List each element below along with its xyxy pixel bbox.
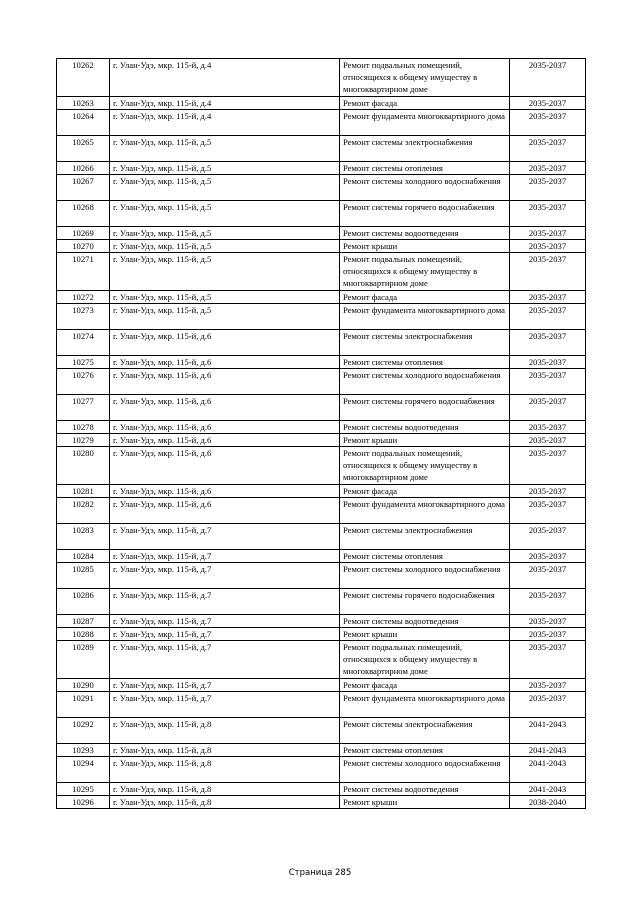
row-number: 10272 [57,291,110,304]
period-cell: 2035-2037 [510,110,586,136]
period-cell: 2035-2037 [510,641,586,679]
row-number: 10274 [57,330,110,356]
row-number: 10283 [57,524,110,550]
row-number: 10290 [57,679,110,692]
address-cell: г. Улан-Удэ, мкр. 115-й, д.7 [110,589,340,615]
address-cell: г. Улан-Удэ, мкр. 115-й, д.6 [110,485,340,498]
address-cell: г. Улан-Удэ, мкр. 115-й, д.4 [110,110,340,136]
period-cell: 2035-2037 [510,563,586,589]
period-cell: 2035-2037 [510,304,586,330]
work-type-cell: Ремонт системы холодного водоснабжения [340,563,510,589]
address-cell: г. Улан-Удэ, мкр. 115-й, д.8 [110,718,340,744]
work-type-cell: Ремонт системы горячего водоснабжения [340,395,510,421]
table-row [57,240,586,253]
table-row [57,395,586,421]
period-cell: 2035-2037 [510,240,586,253]
table-body [57,59,586,809]
work-type-cell: Ремонт системы отопления [340,356,510,369]
row-number: 10268 [57,201,110,227]
address-cell: г. Улан-Удэ, мкр. 115-й, д.8 [110,783,340,796]
table-row [57,524,586,550]
row-number: 10288 [57,628,110,641]
period-cell: 2038-2040 [510,796,586,809]
row-number: 10295 [57,783,110,796]
period-cell: 2035-2037 [510,162,586,175]
address-cell: г. Улан-Удэ, мкр. 115-й, д.7 [110,615,340,628]
table-row [57,485,586,498]
row-number: 10292 [57,718,110,744]
page-number: Страница 285 [288,868,352,878]
address-cell: г. Улан-Удэ, мкр. 115-й, д.5 [110,240,340,253]
table-row [57,136,586,162]
address-cell: г. Улан-Удэ, мкр. 115-й, д.5 [110,201,340,227]
table-row [57,589,586,615]
period-cell: 2041-2043 [510,783,586,796]
table-row [57,356,586,369]
row-number: 10294 [57,757,110,783]
table-row [57,97,586,110]
table-row [57,330,586,356]
work-type-cell: Ремонт системы водоотведения [340,615,510,628]
address-cell: г. Улан-Удэ, мкр. 115-й, д.6 [110,369,340,395]
work-type-cell: Ремонт крыши [340,434,510,447]
work-type-cell: Ремонт системы водоотведения [340,227,510,240]
table-row [57,291,586,304]
table-row [57,201,586,227]
work-type-cell: Ремонт крыши [340,628,510,641]
period-cell: 2035-2037 [510,628,586,641]
row-number: 10278 [57,421,110,434]
period-cell: 2041-2043 [510,757,586,783]
work-type-cell: Ремонт системы электроснабжения [340,330,510,356]
table-row [57,421,586,434]
work-type-cell: Ремонт крыши [340,240,510,253]
table-row [57,641,586,679]
row-number: 10263 [57,97,110,110]
period-cell: 2035-2037 [510,421,586,434]
table-row [57,447,586,485]
row-number: 10265 [57,136,110,162]
table-row [57,175,586,201]
period-cell: 2035-2037 [510,395,586,421]
work-type-cell: Ремонт подвальных помещений, относящихся к общему имуществу в многоквартирном доме [340,447,510,485]
table-row [57,162,586,175]
work-type-cell: Ремонт системы отопления [340,162,510,175]
capital-repair-table [56,58,586,809]
period-cell: 2035-2037 [510,253,586,291]
work-type-cell: Ремонт системы отопления [340,744,510,757]
row-number: 10267 [57,175,110,201]
work-type-cell: Ремонт системы горячего водоснабжения [340,589,510,615]
work-type-cell: Ремонт системы электроснабжения [340,718,510,744]
period-cell: 2035-2037 [510,485,586,498]
period-cell: 2035-2037 [510,59,586,97]
row-number: 10275 [57,356,110,369]
work-type-cell: Ремонт подвальных помещений, относящихся к общему имуществу в многоквартирном доме [340,59,510,97]
address-cell: г. Улан-Удэ, мкр. 115-й, д.7 [110,641,340,679]
row-number: 10284 [57,550,110,563]
period-cell: 2035-2037 [510,498,586,524]
row-number: 10276 [57,369,110,395]
row-number: 10286 [57,589,110,615]
work-type-cell: Ремонт фасада [340,485,510,498]
work-type-cell: Ремонт системы водоотведения [340,421,510,434]
period-cell: 2035-2037 [510,434,586,447]
address-cell: г. Улан-Удэ, мкр. 115-й, д.8 [110,744,340,757]
table-row [57,227,586,240]
table-row [57,563,586,589]
work-type-cell: Ремонт системы горячего водоснабжения [340,201,510,227]
work-type-cell: Ремонт системы холодного водоснабжения [340,175,510,201]
address-cell: г. Улан-Удэ, мкр. 115-й, д.7 [110,563,340,589]
work-type-cell: Ремонт системы электроснабжения [340,136,510,162]
work-type-cell: Ремонт подвальных помещений, относящихся к общему имуществу в многоквартирном доме [340,253,510,291]
period-cell: 2035-2037 [510,524,586,550]
period-cell: 2035-2037 [510,97,586,110]
address-cell: г. Улан-Удэ, мкр. 115-й, д.6 [110,421,340,434]
table-row [57,718,586,744]
row-number: 10270 [57,240,110,253]
period-cell: 2035-2037 [510,175,586,201]
work-type-cell: Ремонт системы электроснабжения [340,524,510,550]
work-type-cell: Ремонт крыши [340,796,510,809]
address-cell: г. Улан-Удэ, мкр. 115-й, д.4 [110,59,340,97]
row-number: 10296 [57,796,110,809]
row-number: 10289 [57,641,110,679]
work-type-cell: Ремонт фундамента многоквартирного дома [340,110,510,136]
address-cell: г. Улан-Удэ, мкр. 115-й, д.5 [110,162,340,175]
row-number: 10279 [57,434,110,447]
work-type-cell: Ремонт фасада [340,679,510,692]
table-row [57,692,586,718]
address-cell: г. Улан-Удэ, мкр. 115-й, д.7 [110,550,340,563]
period-cell: 2035-2037 [510,136,586,162]
table-row [57,796,586,809]
table-row [57,59,586,97]
address-cell: г. Улан-Удэ, мкр. 115-й, д.6 [110,330,340,356]
work-type-cell: Ремонт системы отопления [340,550,510,563]
table-row [57,253,586,291]
row-number: 10266 [57,162,110,175]
period-cell: 2035-2037 [510,550,586,563]
row-number: 10282 [57,498,110,524]
address-cell: г. Улан-Удэ, мкр. 115-й, д.6 [110,356,340,369]
address-cell: г. Улан-Удэ, мкр. 115-й, д.4 [110,97,340,110]
period-cell: 2041-2043 [510,718,586,744]
table-row [57,783,586,796]
address-cell: г. Улан-Удэ, мкр. 115-й, д.7 [110,692,340,718]
period-cell: 2035-2037 [510,679,586,692]
period-cell: 2035-2037 [510,356,586,369]
row-number: 10271 [57,253,110,291]
address-cell: г. Улан-Удэ, мкр. 115-й, д.5 [110,136,340,162]
work-type-cell: Ремонт фундамента многоквартирного дома [340,498,510,524]
period-cell: 2035-2037 [510,291,586,304]
address-cell: г. Улан-Удэ, мкр. 115-й, д.7 [110,524,340,550]
address-cell: г. Улан-Удэ, мкр. 115-й, д.6 [110,498,340,524]
table-row [57,615,586,628]
address-cell: г. Улан-Удэ, мкр. 115-й, д.5 [110,304,340,330]
table-row [57,628,586,641]
address-cell: г. Улан-Удэ, мкр. 115-й, д.8 [110,796,340,809]
table-row [57,498,586,524]
row-number: 10264 [57,110,110,136]
period-cell: 2035-2037 [510,330,586,356]
row-number: 10287 [57,615,110,628]
address-cell: г. Улан-Удэ, мкр. 115-й, д.5 [110,227,340,240]
row-number: 10281 [57,485,110,498]
period-cell: 2035-2037 [510,692,586,718]
period-cell: 2035-2037 [510,201,586,227]
row-number: 10262 [57,59,110,97]
work-type-cell: Ремонт подвальных помещений, относящихся к общему имуществу в многоквартирном доме [340,641,510,679]
period-cell: 2035-2037 [510,447,586,485]
address-cell: г. Улан-Удэ, мкр. 115-й, д.5 [110,253,340,291]
period-cell: 2035-2037 [510,227,586,240]
period-cell: 2041-2043 [510,744,586,757]
address-cell: г. Улан-Удэ, мкр. 115-й, д.6 [110,395,340,421]
table-row [57,369,586,395]
table-row [57,679,586,692]
work-type-cell: Ремонт фундамента многоквартирного дома [340,692,510,718]
period-cell: 2035-2037 [510,615,586,628]
work-type-cell: Ремонт системы водоотведения [340,783,510,796]
row-number: 10293 [57,744,110,757]
address-cell: г. Улан-Удэ, мкр. 115-й, д.5 [110,175,340,201]
row-number: 10285 [57,563,110,589]
work-type-cell: Ремонт фасада [340,97,510,110]
address-cell: г. Улан-Удэ, мкр. 115-й, д.8 [110,757,340,783]
row-number: 10277 [57,395,110,421]
period-cell: 2035-2037 [510,589,586,615]
work-type-cell: Ремонт системы холодного водоснабжения [340,369,510,395]
row-number: 10273 [57,304,110,330]
row-number: 10280 [57,447,110,485]
table-row [57,434,586,447]
row-number: 10269 [57,227,110,240]
address-cell: г. Улан-Удэ, мкр. 115-й, д.7 [110,679,340,692]
period-cell: 2035-2037 [510,369,586,395]
table-row [57,744,586,757]
row-number: 10291 [57,692,110,718]
address-cell: г. Улан-Удэ, мкр. 115-й, д.6 [110,434,340,447]
table-row [57,757,586,783]
address-cell: г. Улан-Удэ, мкр. 115-й, д.6 [110,447,340,485]
work-type-cell: Ремонт фасада [340,291,510,304]
address-cell: г. Улан-Удэ, мкр. 115-й, д.7 [110,628,340,641]
table-row [57,550,586,563]
address-cell: г. Улан-Удэ, мкр. 115-й, д.5 [110,291,340,304]
work-type-cell: Ремонт фундамента многоквартирного дома [340,304,510,330]
table-row [57,110,586,136]
work-type-cell: Ремонт системы холодного водоснабжения [340,757,510,783]
table-row [57,304,586,330]
